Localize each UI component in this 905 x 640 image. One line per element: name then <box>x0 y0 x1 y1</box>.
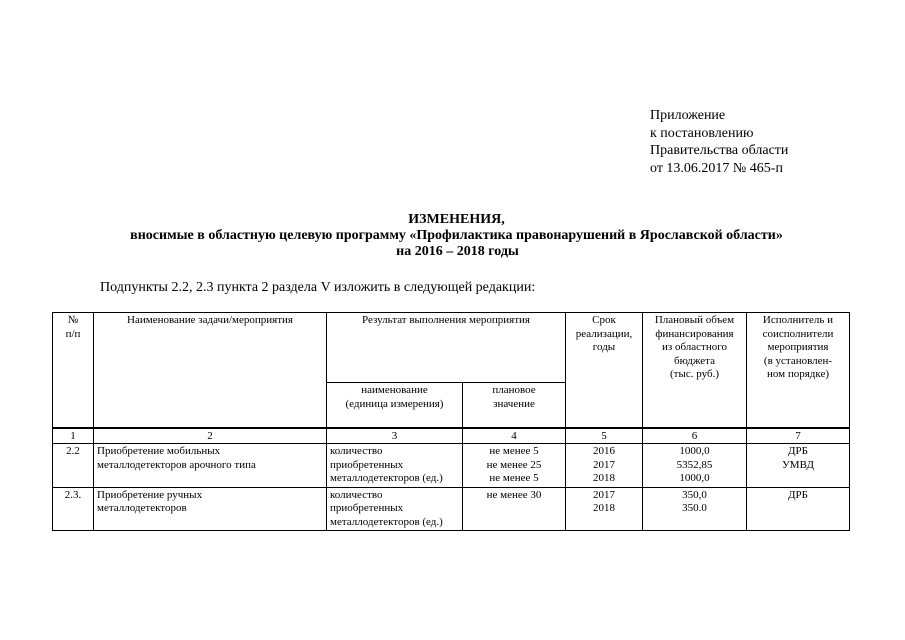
row-result-name: количество приобретенных металлодетекторов (ед.) <box>327 444 463 488</box>
column-number: 6 <box>643 428 747 444</box>
column-number: 1 <box>53 428 94 444</box>
document-heading <box>0 212 905 260</box>
program-table <box>52 312 850 531</box>
header-cell-empty <box>53 383 94 429</box>
appendix-block <box>650 107 788 177</box>
row-task-name: Приобретение мобильных металлодетекторов арочного типа <box>94 444 327 488</box>
header-executor: Исполнитель и соисполнители мероприятия (в установлен- ном порядке) <box>747 313 850 383</box>
appendix-line: Приложение <box>650 108 726 123</box>
header-cell-empty <box>566 383 643 429</box>
table-row <box>53 487 850 531</box>
header-num: № п/п <box>53 313 94 383</box>
header-funding: Плановый объем финансирования из областного бюджета (тыс. руб.) <box>643 313 747 383</box>
row-funding: 350,0 350.0 <box>643 487 747 531</box>
column-number: 7 <box>747 428 850 444</box>
header-row <box>53 313 850 383</box>
row-number: 2.3. <box>53 487 94 531</box>
row-result-value: не менее 30 <box>463 487 566 531</box>
row-executor: ДРБ УМВД <box>747 444 850 488</box>
row-term: 2016 2017 2018 <box>566 444 643 488</box>
column-number: 2 <box>94 428 327 444</box>
column-number: 5 <box>566 428 643 444</box>
row-number: 2.2 <box>53 444 94 488</box>
header-cell-empty <box>747 383 850 429</box>
heading-years: на 2016 – 2018 годы <box>396 244 519 259</box>
column-number-row <box>53 428 850 444</box>
header-result: Результат выполнения мероприятия <box>327 313 566 383</box>
header-cell-empty <box>643 383 747 429</box>
row-executor: ДРБ <box>747 487 850 531</box>
header-result-value: плановое значение <box>463 383 566 429</box>
table-row <box>53 444 850 488</box>
header-name: Наименование задачи/мероприятия <box>94 313 327 383</box>
header-subrow <box>53 383 850 429</box>
column-number: 4 <box>463 428 566 444</box>
header-cell-empty <box>94 383 327 429</box>
intro-paragraph: Подпункты 2.2, 2.3 пункта 2 раздела V изложить в следующей редакции: <box>100 280 536 295</box>
row-term: 2017 2018 <box>566 487 643 531</box>
heading-subtitle: вносимые в областную целевую программу «Профилактика правонарушений в Ярославской области» <box>130 228 783 243</box>
row-result-name: количество приобретенных металлодетекторов (ед.) <box>327 487 463 531</box>
row-result-value: не менее 5 не менее 25 не менее 5 <box>463 444 566 488</box>
appendix-line: Правительства области <box>650 143 789 158</box>
header-result-name: наименование (единица измерения) <box>327 383 463 429</box>
appendix-line: к постановлению <box>650 125 754 141</box>
column-number: 3 <box>327 428 463 444</box>
row-task-name: Приобретение ручных металлодетекторов <box>94 487 327 531</box>
heading-title: ИЗМЕНЕНИЯ, <box>408 212 505 227</box>
appendix-line: от 13.06.2017 № 465-п <box>650 160 783 176</box>
header-term: Срок реализации, годы <box>566 313 643 383</box>
row-funding: 1000,0 5352,85 1000,0 <box>643 444 747 488</box>
